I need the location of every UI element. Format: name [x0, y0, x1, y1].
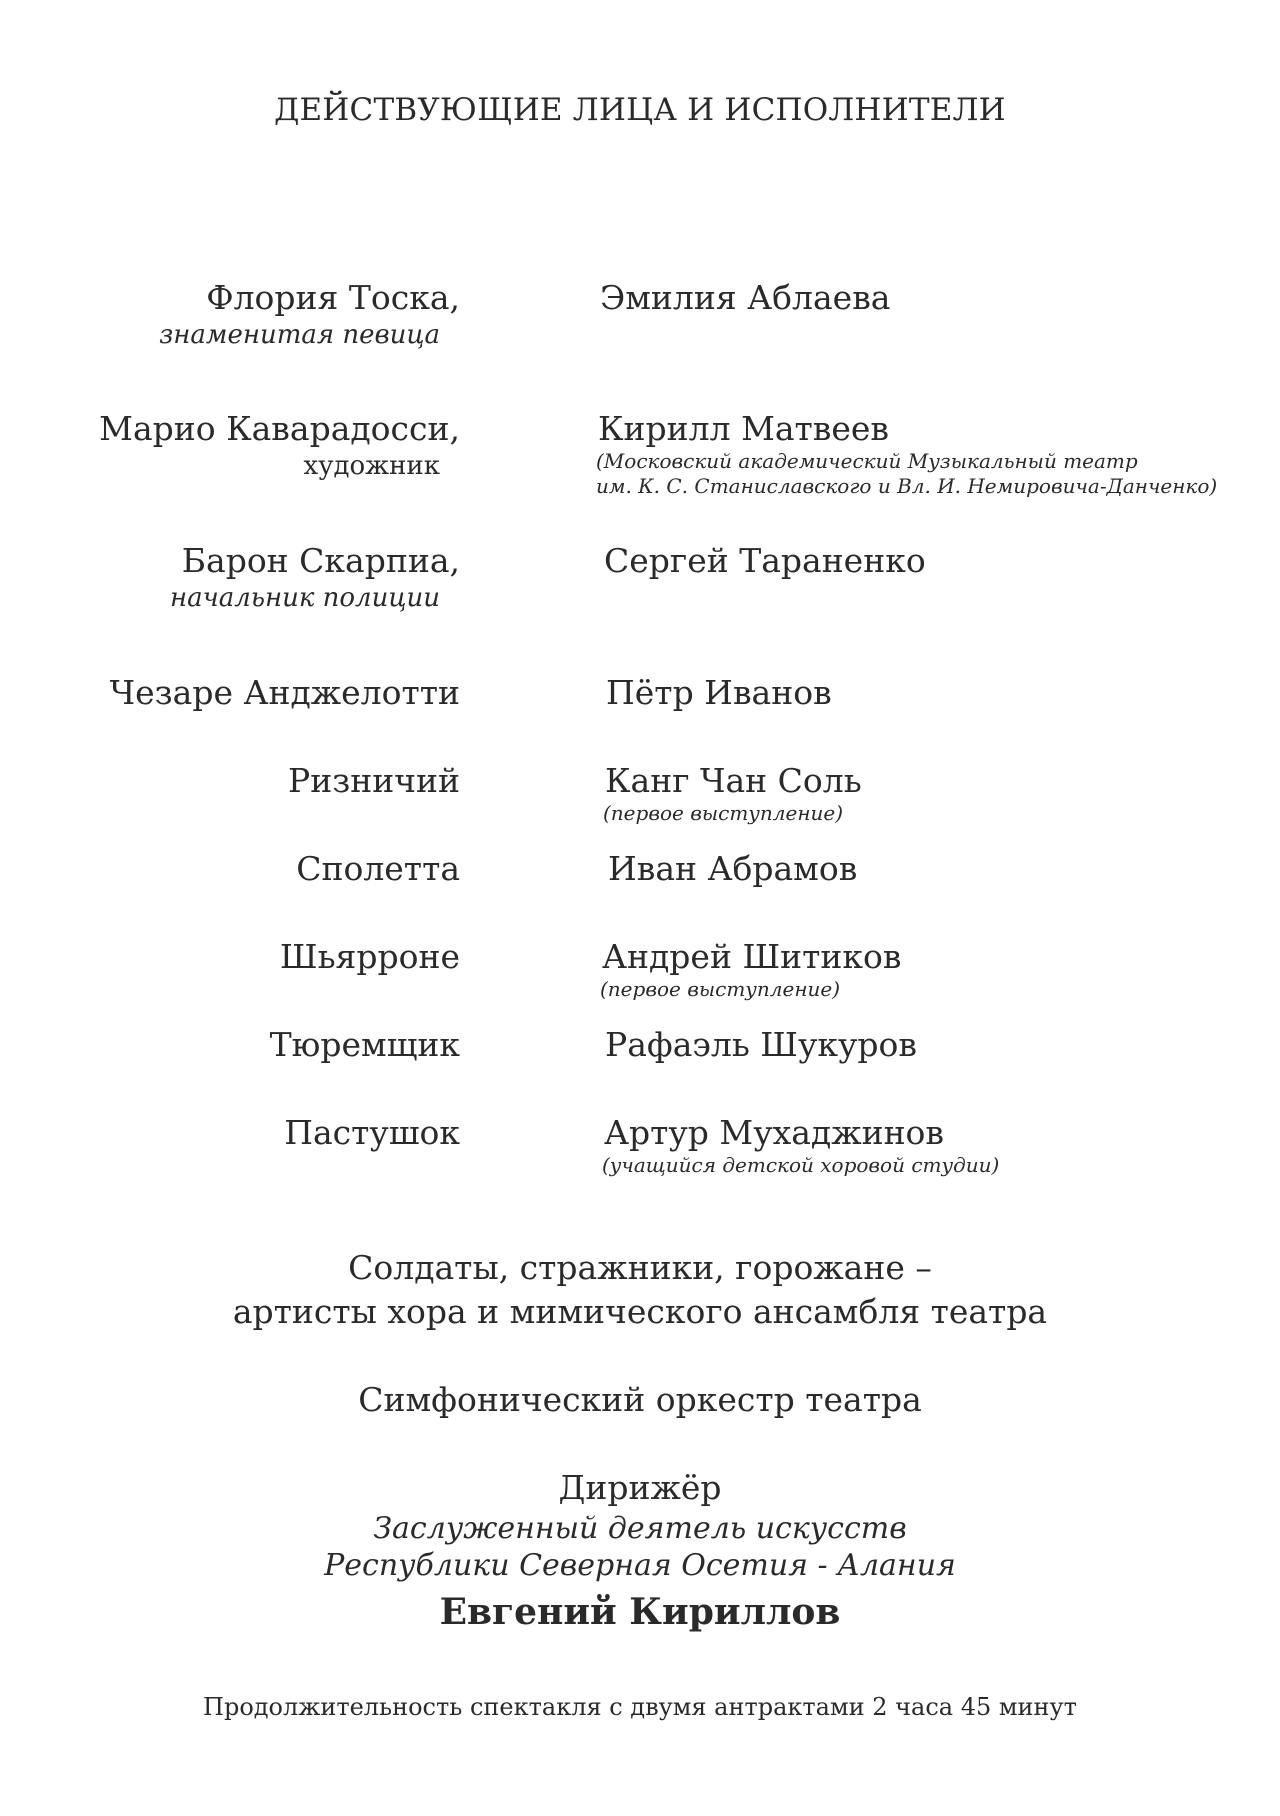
performer-scarpia: [604, 541, 926, 581]
role-scarpia: [170, 541, 460, 615]
role-description: художник: [303, 451, 440, 481]
role-cavaradossi: [99, 409, 460, 483]
role-name: Ризничий: [288, 761, 460, 800]
role-spoletta: [296, 849, 460, 889]
orchestra: Симфонический оркестр театра: [358, 1380, 922, 1419]
performer-sciarrone: [602, 937, 901, 1002]
performer-name: Андрей Шитиков: [602, 937, 902, 976]
conductor-label: Дирижёр: [558, 1468, 722, 1507]
chorus-line-2: артисты хора и мимического ансамбля театра: [232, 1292, 1048, 1331]
role-name: Пастушок: [284, 1113, 460, 1152]
role-name: Чезаре Анджелотти: [109, 673, 460, 712]
role-name: Марио Каварадосси,: [99, 409, 460, 448]
role-tosca: [159, 278, 460, 352]
role-angelotti: [110, 673, 460, 713]
role-name: Флория Тоска,: [206, 278, 460, 317]
role-sciarrone: [280, 937, 460, 977]
performer-note: (Московский академический Музыкальный театр: [596, 449, 1138, 473]
performer-shepherd: [604, 1113, 999, 1178]
chorus-line-1: Солдаты, стражники, горожане –: [348, 1248, 932, 1287]
performer-note: (первое выступление): [600, 977, 841, 1001]
performer-note: (учащийся детской хоровой студии): [602, 1153, 1000, 1177]
performer-note: (первое выступление): [603, 801, 844, 825]
performer-name: Пётр Иванов: [606, 673, 832, 712]
performer-name: Рафаэль Шукуров: [605, 1025, 917, 1064]
performer-note-line2: им. К. С. Станиславского и Вл. И. Немировича-Данченко): [596, 474, 1218, 498]
role-name: Барон Скарпиа,: [181, 541, 460, 580]
performer-angelotti: [606, 673, 832, 713]
role-description: знаменитая певица: [159, 320, 440, 350]
performer-name: Иван Абрамов: [608, 849, 858, 888]
performer-jailer: [605, 1025, 917, 1065]
performer-spoletta: [608, 849, 857, 889]
conductor-name: Евгений Кириллов: [439, 1591, 841, 1633]
performer-tosca: [600, 278, 890, 318]
performer-cavaradossi: [598, 409, 1217, 499]
role-name: Тюремщик: [269, 1025, 460, 1064]
duration-note: Продолжительность спектакля с двумя антрактами 2 часа 45 минут: [203, 1693, 1077, 1721]
performer-name: Кирилл Матвеев: [598, 409, 890, 448]
conductor-title-line-1: Заслуженный деятель искусств: [373, 1511, 907, 1546]
role-shepherd: [284, 1113, 460, 1153]
performer-name: Канг Чан Соль: [605, 761, 862, 800]
role-jailer: [270, 1025, 460, 1065]
page-title: ДЕЙСТВУЮЩИЕ ЛИЦА И ИСПОЛНИТЕЛИ: [274, 92, 1006, 128]
role-name: Шьярроне: [279, 937, 460, 976]
role-sacristan: [288, 761, 460, 801]
performer-name: Сергей Тараненко: [604, 541, 926, 580]
performer-sacristan: [605, 761, 862, 826]
conductor-title-line-2: Республики Северная Осетия - Алания: [324, 1548, 956, 1583]
performer-name: Артур Мухаджинов: [604, 1113, 945, 1152]
role-name: Сполетта: [296, 849, 460, 888]
performer-name: Эмилия Аблаева: [600, 278, 891, 317]
role-description: начальник полиции: [169, 583, 440, 613]
